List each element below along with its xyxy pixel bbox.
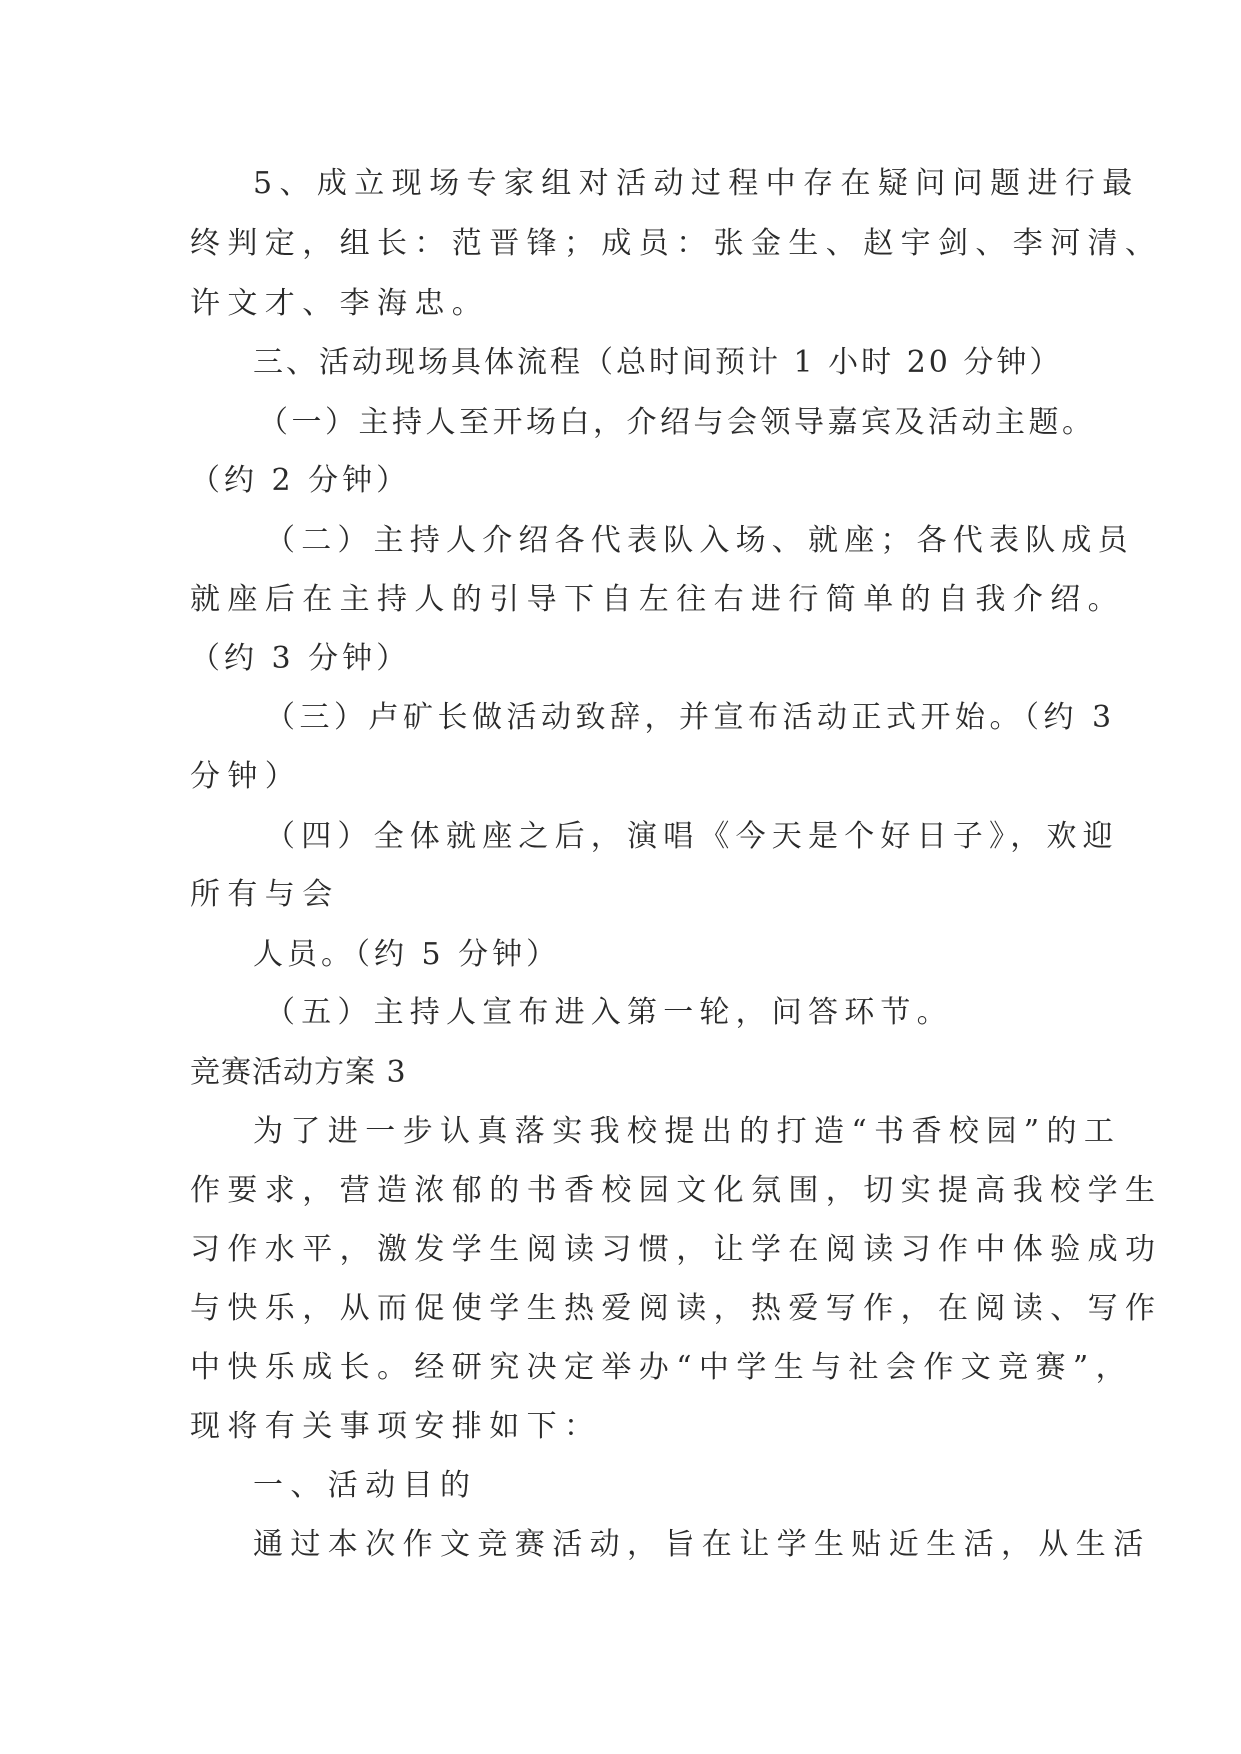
paragraph-line: （一）主持人至开场白，介绍与会领导嘉宾及活动主题。 — [258, 405, 1096, 440]
paragraph-line: 分钟） — [190, 759, 303, 794]
paragraph-line: 习作水平，激发学生阅读习惯，让学在阅读习作中体验成功 — [190, 1232, 1163, 1267]
paragraph-line: 终判定，组长：范晋锋；成员：张金生、赵宇剑、李河清、 — [190, 226, 1163, 261]
paragraph-line: （五）主持人宣布进入第一轮，问答环节。 — [265, 995, 953, 1030]
paragraph-line: （二）主持人介绍各代表队入场、就座；各代表队成员 — [265, 523, 1134, 558]
paragraph-line: 与快乐，从而促使学生热爱阅读，热爱写作，在阅读、写作 — [190, 1291, 1163, 1326]
paragraph-line: （三）卢矿长做活动致辞，并宣布活动正式开始。（约 3 — [265, 700, 1116, 735]
paragraph-line: （四）全体就座之后，演唱《今天是个好日子》，欢迎 — [265, 819, 1119, 854]
section-heading: 三、活动现场具体流程（总时间预计 1 小时 20 分钟） — [253, 345, 1063, 380]
paragraph-line: 中快乐成长。经研究决定举办“中学生与社会作文竞赛”， — [190, 1350, 1134, 1385]
document-heading: 竞赛活动方案 3 — [190, 1055, 407, 1090]
paragraph-line: （约 3 分钟） — [190, 641, 411, 676]
paragraph-line: 许文才、李海忠。 — [190, 286, 490, 321]
paragraph-line: 就座后在主持人的引导下自左往右进行简单的自我介绍。 — [190, 582, 1125, 617]
section-heading: 一、活动目的 — [253, 1468, 478, 1503]
paragraph-line: 作要求，营造浓郁的书香校园文化氛围，切实提高我校学生 — [190, 1173, 1163, 1208]
paragraph-line: 为了进一步认真落实我校提出的打造“书香校园”的工 — [253, 1114, 1122, 1149]
paragraph-line: 人员。（约 5 分钟） — [253, 937, 561, 972]
paragraph-line: 所有与会 — [190, 877, 340, 912]
paragraph-line: 现将有关事项安排如下： — [190, 1409, 602, 1444]
paragraph-line: 5、成立现场专家组对活动过程中存在疑问问题进行最 — [253, 166, 1140, 201]
paragraph-line: 通过本次作文竞赛活动，旨在让学生贴近生活，从生活 — [253, 1527, 1151, 1562]
paragraph-line: （约 2 分钟） — [190, 463, 411, 498]
